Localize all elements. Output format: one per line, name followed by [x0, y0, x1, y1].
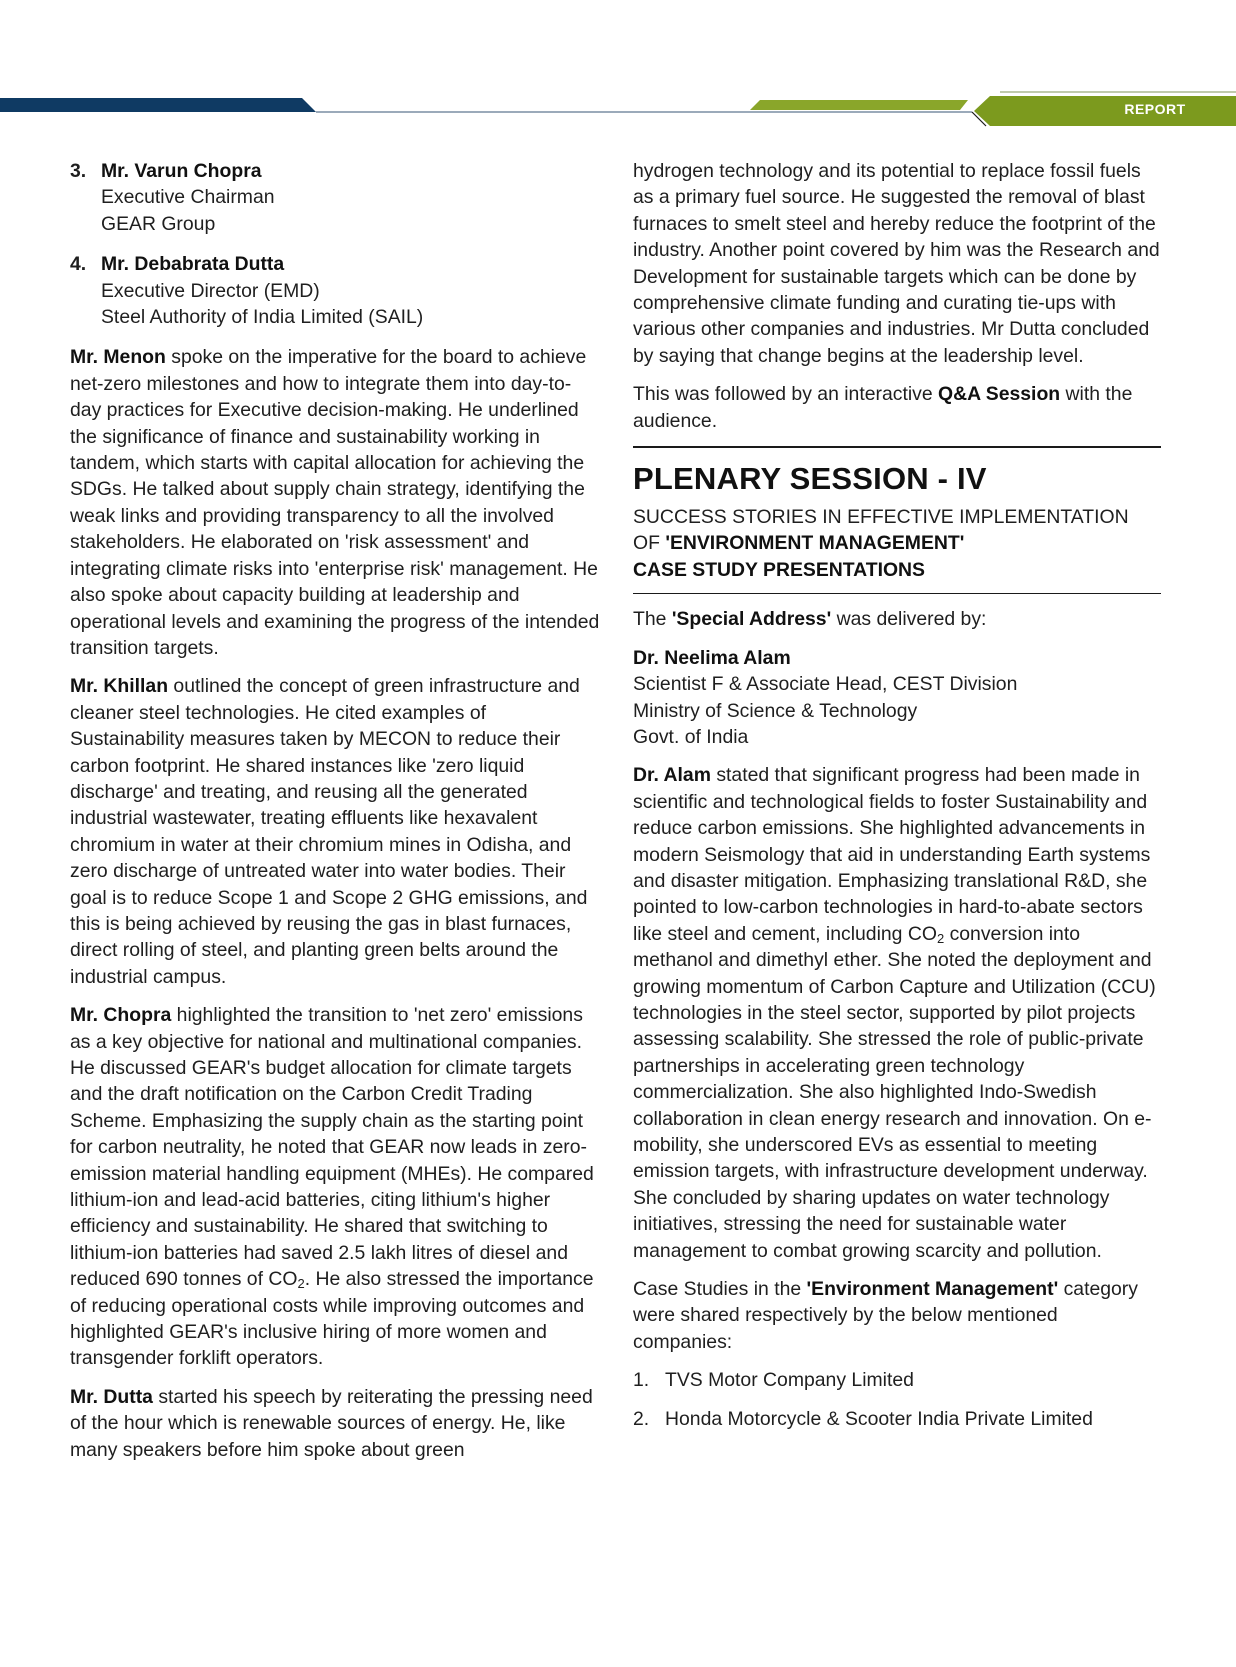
special-address-line: [633, 606, 1161, 632]
alam-details: [633, 645, 1161, 751]
company-name: TVS Motor Company Limited: [665, 1369, 914, 1392]
special-before: The: [633, 608, 672, 631]
dutta-continuation: hydrogen technology and its potential to replace fossil fuels as a primary fuel source. He suggested the removal of blast furnaces to smelt steel and hereby reduce the footprint of the industry. Another point covered by him was the Research and Development for sustainable targets which can be done by comprehensive climate funding and curating tie-ups with various other companies and industries. Mr Dutta concluded by saying that change begins at the leadership level.: [633, 160, 1160, 367]
company-number: 2.: [633, 1407, 650, 1430]
alam-paragraph-name: Dr. Alam: [633, 764, 711, 787]
qa-before: This was followed by an interactive: [633, 383, 939, 406]
case-bold: 'Environment Management': [806, 1278, 1059, 1301]
right-column: [633, 158, 1161, 1444]
chopra-paragraph: [70, 1002, 600, 1372]
section-rule-bottom: [633, 593, 1161, 594]
qa-after: with the audience.: [633, 383, 1133, 432]
dutta-paragraph: [70, 1384, 600, 1463]
alam-ministry: Ministry of Science & Technology: [633, 699, 918, 722]
header-band: [0, 0, 1236, 135]
speaker-number: 4.: [70, 253, 87, 276]
special-bold: 'Special Address': [671, 608, 832, 631]
speaker-name: Mr. Debabrata Dutta: [101, 253, 285, 276]
chopra-name: Mr. Chopra: [70, 1004, 172, 1027]
special-after: was delivered by:: [831, 608, 987, 631]
case-before: Case Studies in the: [633, 1278, 807, 1301]
menon-paragraph: [70, 344, 600, 661]
dutta-text: started his speech by reiterating the pressing need of the hour which is renewable sources of energy. He, like many speakers before him spoke about green: [70, 1385, 593, 1461]
speaker-title: Executive Chairman: [101, 186, 275, 209]
speaker-number: 3.: [70, 160, 87, 182]
company-name: Honda Motorcycle & Scooter India Private Limited: [665, 1407, 1093, 1430]
alam-paragraph: [633, 762, 1161, 1264]
menon-text: spoke on the imperative for the board to achieve net-zero milestones and how to integrate them into day-to-day practices for Executive decision-making. He underlined the significance of finance and sustainability working in tandem, which starts with capital allocation for achieving the SDGs. He talked about supply chain strategy, identifying the weak links and providing transparency to all the involved stakeholders. He elaborated on 'risk assessment' and integrating climate risks into 'enterprise risk' management. He also spoke about capacity building at leadership and operational levels and examining the progress of the intended transition targets.: [70, 346, 600, 659]
khillan-paragraph: [70, 673, 600, 990]
plenary-subtitle-2-prefix: OF: [633, 532, 666, 555]
khillan-text: outlined the concept of green infrastructure and cleaner steel technologies. He cited examples of Sustainability measures taken by MECON to reduce their carbon footprint. He shared instances like 'zero liquid discharge' and treating, and reusing all the generated industrial wastewater, treating effluents like hexavalent chromium in water at their chromium mines in Odisha, and zero discharge of untreated water into water bodies. Their goal is to reduce Scope 1 and Scope 2 GHG emissions, and this is being achieved by reusing the gas in blast furnaces, direct rolling of steel, and planting green belts around the industrial campus.: [70, 675, 588, 988]
green-band-left: [750, 100, 968, 110]
alam-subscript: 2: [936, 930, 945, 946]
section-label: REPORT: [1124, 101, 1186, 117]
alam-name: Dr. Neelima Alam: [633, 646, 791, 669]
dutta-name: Mr. Dutta: [70, 1385, 153, 1408]
qa-paragraph: [633, 381, 1161, 434]
speaker-name: Mr. Varun Chopra: [101, 160, 262, 182]
company-list-item: [633, 1367, 1161, 1393]
plenary-subtitle-3: [633, 557, 1161, 583]
khillan-name: Mr. Khillan: [70, 675, 169, 698]
plenary-title: PLENARY SESSION - IV: [633, 461, 987, 497]
chopra-subscript: 2: [297, 1276, 305, 1292]
left-column: [70, 158, 600, 1475]
speaker-org: Steel Authority of India Limited (SAIL): [101, 306, 424, 329]
chopra-text-b: . He also stressed the importance of reducing operational costs while improving outcomes and highlighted GEAR's inclusive hiring of more women and transgender forklift operators.: [70, 1268, 594, 1370]
navy-band: [0, 98, 316, 112]
case-after: category were shared respectively by the below mentioned companies:: [633, 1278, 1138, 1353]
plenary-subtitle-2: [633, 530, 1161, 556]
menon-name: Mr. Menon: [70, 346, 166, 369]
plenary-subtitle-1: SUCCESS STORIES IN EFFECTIVE IMPLEMENTATION: [633, 506, 1129, 529]
company-list-item: [633, 1406, 1161, 1432]
plenary-subtitle-3-bold: CASE STUDY PRESENTATIONS: [633, 558, 925, 581]
qa-bold: Q&A Session: [938, 383, 1061, 406]
alam-text-b: conversion into methanol and dimethyl ether. She noted the deployment and growing momentum of Carbon Capture and Utilization (CCU) technologies in the steel sector, supported by pilot projects assessing scalability. She stressed the role of public-private partnerships in accelerating green technology commercialization. She also highlighted Indo-Swedish collaboration in clean energy research and innovation. On e-mobility, she underscored EVs as essential to meeting emission targets, with infrastructure development underway. She concluded by sharing updates on water technology initiatives, stressing the need for sustainable water management to combat growing scarcity and pollution.: [633, 922, 1156, 1262]
plenary-subtitle-2-bold: 'ENVIRONMENT MANAGEMENT': [665, 532, 965, 555]
speaker-item: [70, 251, 600, 330]
chopra-text-a: highlighted the transition to 'net zero' emissions as a key objective for national and multinational companies. He discussed GEAR's budget allocation for climate targets and the draft notification on the Carbon Credit Trading Scheme. Emphasizing the supply chain as the starting point for carbon neutrality, he noted that GEAR now leads in zero-emission material handling equipment (MHEs). He compared lithium-ion and lead-acid batteries, citing lithium's higher efficiency and sustainability. He shared that switching to lithium-ion batteries had saved 2.5 lakh litres of diesel and reduced 690 tonnes of CO: [70, 1004, 594, 1291]
company-number: 1.: [633, 1369, 650, 1392]
speaker-item: [70, 158, 600, 237]
speaker-title: Executive Director (EMD): [101, 279, 320, 302]
alam-title: Scientist F & Associate Head, CEST Division: [633, 673, 1018, 696]
case-studies-paragraph: [633, 1276, 1161, 1355]
section-rule-top: [633, 446, 1161, 448]
alam-govt: Govt. of India: [633, 725, 749, 748]
speaker-org: GEAR Group: [101, 212, 216, 235]
alam-text-a: stated that significant progress had been made in scientific and technological fields to foster Sustainability and reduce carbon emissions. She highlighted advancements in modern Seismology that aid in understanding Earth systems and disaster mitigation. Emphasizing translational R&D, she pointed to low-carbon technologies in hard-to-abate sectors like steel and cement, including CO: [633, 764, 1151, 945]
